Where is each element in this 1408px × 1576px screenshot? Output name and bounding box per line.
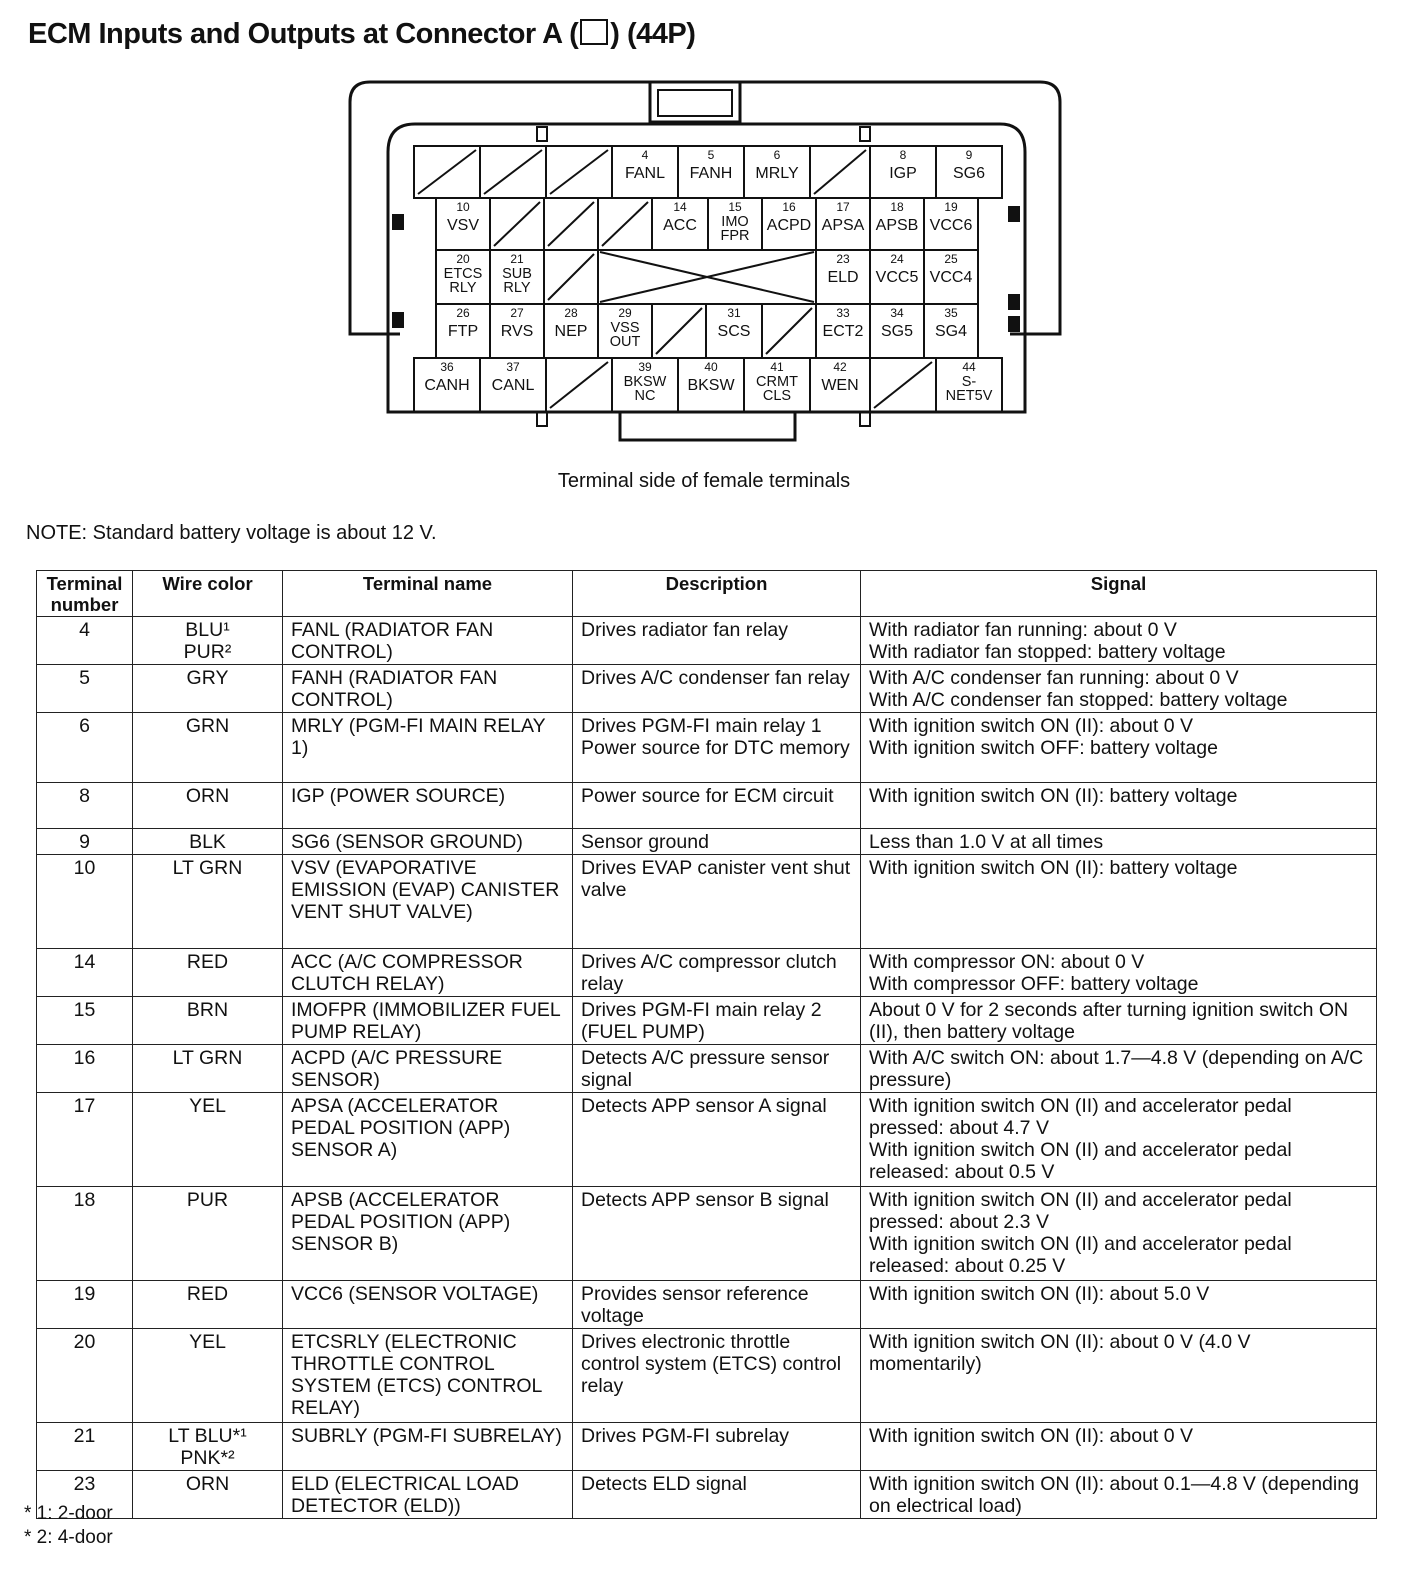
terminal-name-cell: FANH (RADIATOR FAN CONTROL): [283, 665, 573, 713]
signal-cell: [861, 997, 1377, 1045]
terminal-cell: 5: [37, 665, 133, 713]
table-row: [37, 1187, 1377, 1281]
signal-cell: [861, 1187, 1377, 1281]
table-row: [37, 829, 1377, 855]
signal-cell: [861, 1329, 1377, 1423]
pin-number: 19: [944, 200, 958, 214]
header-signal: Signal: [861, 571, 1377, 617]
connector-symbol-icon: [580, 19, 608, 45]
pin-label: ECT2: [822, 323, 864, 340]
signal-line: With radiator fan stopped: battery voltage: [869, 641, 1226, 663]
pin-label: SG6: [952, 165, 986, 182]
signal-line: With ignition switch ON (II) and accelerator pedal pressed: about 4.7 V: [869, 1095, 1292, 1139]
wire-color-cell: [133, 1045, 283, 1093]
wire-color-cell: [133, 1187, 283, 1281]
pin-label: VCC4: [929, 269, 973, 286]
pin-number: 29: [618, 306, 632, 320]
signal-cell: [861, 1281, 1377, 1329]
pin-number: 24: [890, 252, 904, 266]
table-row: [37, 1329, 1377, 1423]
pin-label: BKSW NC: [623, 374, 667, 404]
wire-color-cell: [133, 949, 283, 997]
signal-line: With ignition switch ON (II) and accelerator pedal released: about 0.25 V: [869, 1233, 1292, 1277]
pin-number: 10: [456, 200, 470, 214]
pin-label: SUB RLY: [502, 266, 532, 296]
wire-color: RED: [186, 951, 229, 973]
pin-label: SCS: [717, 323, 751, 340]
wire-color: YEL: [189, 1095, 226, 1117]
pin-number: 25: [944, 252, 958, 266]
empty-cavity-mark: [550, 362, 608, 408]
wire-color: LT BLU*¹: [168, 1425, 247, 1447]
description-cell: Provides sensor reference voltage: [573, 1281, 861, 1329]
wire-color-cell: [133, 1423, 283, 1471]
pin-label: APSB: [875, 217, 919, 234]
signal-cell: [861, 665, 1377, 713]
terminal-cell: 18: [37, 1187, 133, 1281]
wire-color: PNK*²: [180, 1447, 235, 1469]
terminal-name-cell: ACPD (A/C PRESSURE SENSOR): [283, 1045, 573, 1093]
terminal-name-cell: SG6 (SENSOR GROUND): [283, 829, 573, 855]
signal-line: With compressor ON: about 0 V: [869, 951, 1145, 973]
pin-label: FANH: [689, 165, 733, 182]
table-row: [37, 1045, 1377, 1093]
empty-cavity-mark: [766, 308, 812, 354]
signal-line: With ignition switch ON (II): about 0.1—4.8 V (depending on electrical load): [869, 1473, 1359, 1517]
pin-number: 4: [641, 148, 649, 162]
wire-color-cell: [133, 829, 283, 855]
pin-number: 9: [965, 148, 973, 162]
table-row: [37, 665, 1377, 713]
pin-label: APSA: [821, 217, 865, 234]
description-cell: Drives radiator fan relay: [573, 617, 861, 665]
signal-line: About 0 V for 2 seconds after turning ignition switch ON (II), then battery voltage: [869, 999, 1349, 1043]
wire-color: ORN: [185, 785, 230, 807]
pin-number: 41: [770, 360, 784, 374]
terminal-cell: 23: [37, 1471, 133, 1519]
pin-label: VCC5: [875, 269, 919, 286]
terminal-name-cell: MRLY (PGM-FI MAIN RELAY 1): [283, 713, 573, 783]
terminal-name-cell: APSB (ACCELERATOR PEDAL POSITION (APP) SENSOR B): [283, 1187, 573, 1281]
header-wire-color: Wire color: [133, 571, 283, 617]
page-title: ECM Inputs and Outputs at Connector A ( ) (44P): [28, 18, 696, 50]
signal-line: With A/C condenser fan running: about 0 V: [869, 667, 1239, 689]
pin-label: FANL: [624, 165, 666, 182]
wire-color-cell: [133, 783, 283, 829]
pin-number: 39: [638, 360, 652, 374]
header-terminal-name: Terminal name: [283, 571, 573, 617]
note-text: NOTE: Standard battery voltage is about 12 V.: [26, 522, 437, 544]
description-cell: Drives A/C condenser fan relay: [573, 665, 861, 713]
pin-number: 6: [773, 148, 781, 162]
table-row: [37, 783, 1377, 829]
wire-color-cell: [133, 1471, 283, 1519]
pin-number: 5: [707, 148, 715, 162]
terminal-cell: 9: [37, 829, 133, 855]
pin-label: ELD: [827, 269, 859, 286]
wire-color-cell: [133, 617, 283, 665]
signal-cell: [861, 1423, 1377, 1471]
description-cell: Detects A/C pressure sensor signal: [573, 1045, 861, 1093]
wire-color-cell: [133, 1093, 283, 1187]
signal-cell: [861, 1045, 1377, 1093]
footnote-2: * 2: 4-door: [24, 1527, 113, 1548]
description-cell: Detects APP sensor A signal: [573, 1093, 861, 1187]
terminal-name-cell: ETCSRLY (ELECTRONIC THROTTLE CONTROL SYSTEM (ETCS) CONTROL RELAY): [283, 1329, 573, 1423]
pin-number: 33: [836, 306, 850, 320]
connector-diagram: [340, 72, 1080, 452]
signal-cell: [861, 949, 1377, 997]
pin-label: VCC6: [929, 217, 973, 234]
pin-number: 15: [728, 200, 742, 214]
empty-cavity-mark: [494, 202, 540, 246]
signal-cell: [861, 1093, 1377, 1187]
pin-label: WEN: [821, 377, 859, 394]
signal-line: With ignition switch ON (II) and accelerator pedal pressed: about 2.3 V: [869, 1189, 1292, 1233]
signal-line: With ignition switch ON (II): battery voltage: [869, 857, 1238, 879]
empty-cavity-mark: [484, 150, 542, 194]
pin-number: 28: [564, 306, 578, 320]
signal-line: With radiator fan running: about 0 V: [869, 619, 1177, 641]
description-cell: Drives A/C compressor clutch relay: [573, 949, 861, 997]
pin-number: 23: [836, 252, 850, 266]
signal-line: With ignition switch ON (II): about 0 V: [869, 1425, 1194, 1447]
terminal-cell: 14: [37, 949, 133, 997]
wire-color: GRN: [185, 715, 230, 737]
signal-cell: [861, 783, 1377, 829]
terminal-cell: 8: [37, 783, 133, 829]
signal-cell: [861, 713, 1377, 783]
signal-line: With ignition switch ON (II): about 0 V (4.0 V momentarily): [869, 1331, 1251, 1375]
pin-label: IGP: [889, 165, 917, 182]
terminal-cell: 10: [37, 855, 133, 949]
table-row: [37, 949, 1377, 997]
terminal-cell: 17: [37, 1093, 133, 1187]
signal-cell: [861, 617, 1377, 665]
signal-line: With ignition switch ON (II): about 5.0 V: [869, 1283, 1210, 1305]
terminal-name-cell: VSV (EVAPORATIVE EMISSION (EVAP) CANISTER VENT SHUT VALVE): [283, 855, 573, 949]
pin-number: 16: [782, 200, 796, 214]
terminal-name-cell: IGP (POWER SOURCE): [283, 783, 573, 829]
header-terminal-number: Terminal number: [37, 571, 133, 617]
pin-label: SG4: [934, 323, 968, 340]
pin-label: ACC: [663, 217, 697, 234]
terminal-name-cell: IMOFPR (IMMOBILIZER FUEL PUMP RELAY): [283, 997, 573, 1045]
description-cell: Drives electronic throttle control system (ETCS) control relay: [573, 1329, 861, 1423]
diagram-caption: Terminal side of female terminals: [557, 470, 851, 492]
terminal-name-cell: FANL (RADIATOR FAN CONTROL): [283, 617, 573, 665]
description-cell: Detects ELD signal: [573, 1471, 861, 1519]
pin-number: 34: [890, 306, 904, 320]
pin-label: CANH: [424, 377, 470, 394]
pin-label: CANL: [491, 377, 535, 394]
pin-number: 42: [833, 360, 847, 374]
wire-color: RED: [186, 1283, 229, 1305]
terminal-cell: 15: [37, 997, 133, 1045]
signal-line: With ignition switch OFF: battery voltage: [869, 737, 1218, 759]
header-description: Description: [573, 571, 861, 617]
pin-number: 37: [506, 360, 520, 374]
pin-label: CRMT CLS: [756, 374, 798, 404]
terminal-cell: 21: [37, 1423, 133, 1471]
empty-cavity-mark: [418, 150, 476, 194]
signal-line: With ignition switch ON (II): battery voltage: [869, 785, 1238, 807]
pin-label: MRLY: [755, 165, 799, 182]
signal-line: With A/C condenser fan stopped: battery voltage: [869, 689, 1288, 711]
signal-table: [36, 570, 1377, 1519]
pin-label: BKSW: [687, 377, 735, 394]
wire-color: YEL: [189, 1331, 226, 1353]
description-cell: Power source for ECM circuit: [573, 783, 861, 829]
terminal-cell: 6: [37, 713, 133, 783]
terminal-name-cell: APSA (ACCELERATOR PEDAL POSITION (APP) SENSOR A): [283, 1093, 573, 1187]
wire-color: LT GRN: [172, 1047, 243, 1069]
pin-number: 17: [836, 200, 850, 214]
pin-label: VSV: [446, 217, 480, 234]
terminal-name-cell: VCC6 (SENSOR VOLTAGE): [283, 1281, 573, 1329]
table-row: [37, 1471, 1377, 1519]
pin-number: 20: [456, 252, 470, 266]
terminal-cell: 19: [37, 1281, 133, 1329]
signal-line: With compressor OFF: battery voltage: [869, 973, 1199, 995]
pin-number: 21: [510, 252, 524, 266]
pin-number: 8: [899, 148, 907, 162]
pin-label: SG5: [880, 323, 914, 340]
pin-number: 44: [962, 360, 976, 374]
pin-number: 26: [456, 306, 470, 320]
description-cell: Drives EVAP canister vent shut valve: [573, 855, 861, 949]
empty-cavity-mark: [656, 308, 702, 354]
empty-cavity-mark: [550, 150, 608, 194]
pin-label: RVS: [500, 323, 534, 340]
signal-line: With ignition switch ON (II): about 0 V: [869, 715, 1194, 737]
pin-label: NEP: [554, 323, 588, 340]
wire-color: LT GRN: [172, 857, 243, 879]
wire-color: PUR²: [183, 641, 232, 663]
table-row: [37, 617, 1377, 665]
pin-number: 18: [890, 200, 904, 214]
empty-cavity-mark: [602, 202, 648, 246]
pin-label: ETCS RLY: [443, 266, 483, 296]
wire-color: BRN: [186, 999, 229, 1021]
terminal-name-cell: ELD (ELECTRICAL LOAD DETECTOR (ELD)): [283, 1471, 573, 1519]
description-cell: Sensor ground: [573, 829, 861, 855]
wire-color-cell: [133, 855, 283, 949]
signal-cell: [861, 855, 1377, 949]
table-row: [37, 855, 1377, 949]
pin-number: 35: [944, 306, 958, 320]
wire-color: ORN: [185, 1473, 230, 1495]
terminal-name-cell: SUBRLY (PGM-FI SUBRELAY): [283, 1423, 573, 1471]
description-cell: Detects APP sensor B signal: [573, 1187, 861, 1281]
description-cell: Drives PGM-FI subrelay: [573, 1423, 861, 1471]
pin-number: 14: [673, 200, 687, 214]
table-row: [37, 1093, 1377, 1187]
pin-number: 40: [704, 360, 718, 374]
empty-cavity-mark: [814, 150, 866, 194]
pin-number: 36: [440, 360, 454, 374]
signal-line: With A/C switch ON: about 1.7—4.8 V (depending on A/C pressure): [869, 1047, 1364, 1091]
wire-color-cell: [133, 997, 283, 1045]
terminal-cell: 4: [37, 617, 133, 665]
terminal-name-cell: ACC (A/C COMPRESSOR CLUTCH RELAY): [283, 949, 573, 997]
terminal-cell: 20: [37, 1329, 133, 1423]
signal-cell: [861, 829, 1377, 855]
table-row: [37, 1281, 1377, 1329]
table-row: [37, 1423, 1377, 1471]
wire-color: PUR: [186, 1189, 229, 1211]
wire-color: BLK: [189, 831, 226, 853]
wire-color-cell: [133, 713, 283, 783]
wire-color: BLU¹: [185, 619, 230, 641]
signal-cell: [861, 1471, 1377, 1519]
wire-color-cell: [133, 1329, 283, 1423]
pin-number: 27: [510, 306, 524, 320]
description-cell: Drives PGM-FI main relay 1 Power source for DTC memory: [573, 713, 861, 783]
empty-cavity-mark: [874, 362, 932, 408]
signal-line: With ignition switch ON (II) and accelerator pedal released: about 0.5 V: [869, 1139, 1292, 1183]
table-header-row: [37, 571, 1377, 617]
pin-number: 31: [727, 306, 741, 320]
pin-label: ACPD: [766, 217, 812, 234]
empty-cavity-mark: [548, 202, 594, 246]
pin-label: IMO FPR: [720, 214, 750, 244]
footnote-1: * 1: 2-door: [24, 1503, 113, 1524]
description-cell: Drives PGM-FI main relay 2 (FUEL PUMP): [573, 997, 861, 1045]
wire-color-cell: [133, 665, 283, 713]
terminal-cell: 16: [37, 1045, 133, 1093]
empty-cavity-mark: [548, 254, 594, 300]
table-row: [37, 997, 1377, 1045]
pin-label: S-NET5V: [945, 374, 993, 404]
table-row: [37, 713, 1377, 783]
wire-color: GRY: [186, 667, 229, 689]
pin-label: FTP: [447, 323, 479, 340]
signal-line: Less than 1.0 V at all times: [869, 831, 1104, 853]
wire-color-cell: [133, 1281, 283, 1329]
pin-label: VSS OUT: [609, 320, 641, 350]
